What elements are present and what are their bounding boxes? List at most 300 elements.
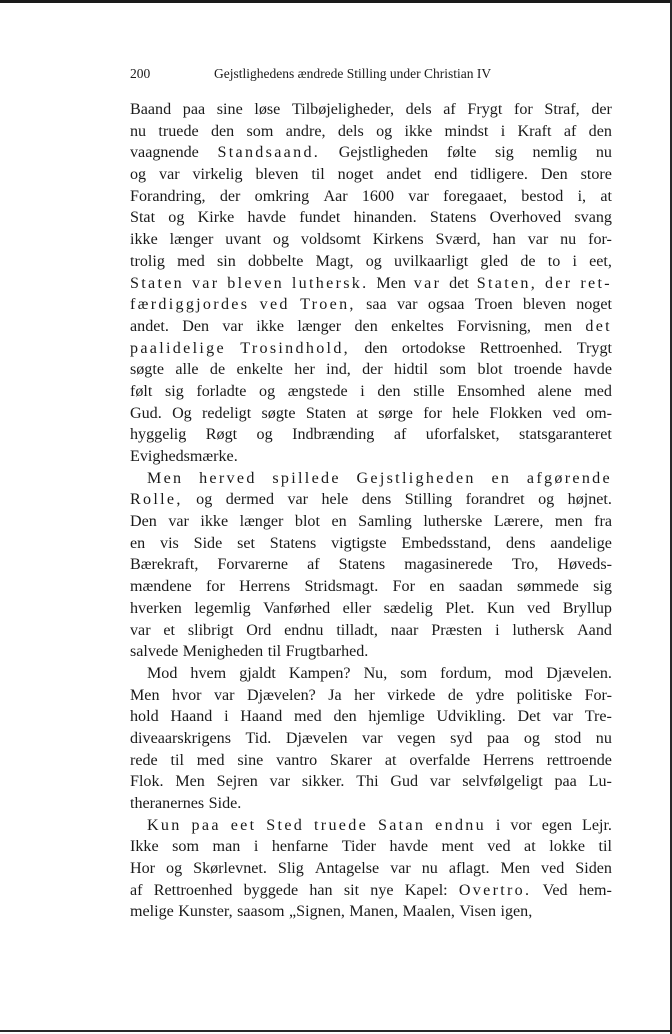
text-word: mindst bbox=[444, 122, 489, 140]
text-word: og bbox=[272, 231, 290, 249]
text-word: tidligere. bbox=[470, 166, 528, 184]
text-word: var bbox=[552, 708, 573, 726]
text-line bbox=[130, 403, 612, 425]
text-word: Sejren bbox=[216, 773, 258, 791]
text-word: Stat bbox=[130, 209, 156, 227]
text-word: Manen, bbox=[349, 903, 399, 921]
text-word: hinanden. bbox=[353, 209, 417, 227]
text-word: sin bbox=[216, 252, 236, 270]
text-word: længer bbox=[297, 317, 342, 335]
text-word: Men bbox=[175, 773, 205, 791]
text-word: naar bbox=[390, 621, 419, 639]
text-word: Tro, bbox=[511, 556, 539, 574]
text-word: Kun bbox=[147, 816, 182, 834]
text-word: Satan bbox=[377, 816, 426, 834]
text-word: sig bbox=[164, 382, 184, 400]
text-word: man bbox=[212, 838, 241, 856]
text-word: Tilbøjeligheder, bbox=[291, 101, 394, 118]
text-word: for bbox=[423, 404, 442, 422]
text-line bbox=[130, 511, 612, 533]
text-line bbox=[130, 316, 612, 338]
text-word: Frugtbarhed. bbox=[285, 643, 369, 661]
text-word: rettroende bbox=[546, 751, 612, 769]
text-word: ment bbox=[441, 838, 474, 856]
text-line bbox=[130, 273, 612, 295]
text-word: Haand bbox=[170, 708, 213, 726]
text-word: hem- bbox=[578, 881, 612, 899]
text-word: her bbox=[354, 686, 375, 704]
text-word: dobbelte bbox=[247, 252, 304, 270]
text-word: „Signen, bbox=[289, 903, 345, 921]
text-word: andre, bbox=[285, 122, 326, 140]
text-word: var bbox=[527, 231, 549, 249]
text-line bbox=[130, 793, 612, 815]
text-word: Trosindhold, bbox=[240, 339, 350, 357]
text-line bbox=[130, 576, 612, 598]
text-word: stille bbox=[413, 382, 445, 400]
text-word: til bbox=[311, 166, 325, 184]
text-word: var bbox=[429, 773, 451, 791]
text-line bbox=[130, 424, 612, 446]
text-word: at bbox=[356, 404, 368, 422]
text-word: den bbox=[354, 317, 378, 335]
text-word: nu bbox=[595, 144, 612, 162]
text-word: igen, bbox=[500, 903, 533, 921]
text-word: trolig bbox=[130, 252, 165, 270]
text-word: som bbox=[172, 838, 199, 856]
text-word: Røgt bbox=[205, 426, 238, 444]
text-word: nye bbox=[370, 881, 394, 899]
text-word: Gud. bbox=[130, 404, 162, 422]
text-word: slibrigt bbox=[187, 621, 234, 639]
text-line bbox=[130, 641, 612, 663]
text-word: andet bbox=[386, 166, 422, 184]
text-word: sig bbox=[593, 578, 612, 596]
text-line bbox=[130, 901, 612, 923]
text-word: med bbox=[177, 252, 205, 270]
text-word: Ja bbox=[328, 686, 342, 704]
text-word: sine bbox=[216, 101, 243, 118]
text-word: Baand bbox=[130, 101, 172, 118]
text-line bbox=[130, 836, 612, 858]
text-word: lutherske bbox=[423, 513, 483, 531]
page-bottom-edge bbox=[0, 1030, 672, 1032]
text-word: Troen, bbox=[300, 296, 356, 314]
text-word: Men bbox=[147, 469, 184, 487]
text-word: mændene bbox=[130, 578, 192, 596]
text-word: Forvarerne bbox=[217, 556, 289, 574]
text-word: tilladt, bbox=[336, 621, 378, 639]
text-word: sikker. bbox=[301, 773, 345, 791]
text-line bbox=[130, 359, 612, 381]
text-word: omkring bbox=[254, 187, 310, 205]
text-word: Gejstligheden bbox=[356, 469, 476, 487]
text-word: var bbox=[413, 274, 442, 292]
text-word: af bbox=[563, 122, 577, 140]
text-word: ikke bbox=[404, 122, 433, 140]
text-word: forladte bbox=[196, 382, 247, 400]
text-word: var bbox=[168, 513, 189, 531]
text-word: Høveds- bbox=[557, 556, 612, 574]
text-word: luthersk. bbox=[291, 274, 369, 292]
text-word: luthersk bbox=[512, 621, 565, 639]
text-word: der bbox=[591, 101, 612, 118]
text-word: saadan bbox=[458, 578, 503, 596]
text-word: i bbox=[253, 838, 259, 856]
text-word: saasom bbox=[237, 903, 285, 921]
text-word: Bryllup bbox=[562, 599, 612, 617]
text-word: sit bbox=[343, 881, 360, 899]
text-word: der bbox=[545, 274, 573, 292]
text-line bbox=[130, 706, 612, 728]
text-word: end bbox=[434, 166, 458, 184]
text-word: var bbox=[213, 686, 235, 704]
text-word: ind, bbox=[326, 361, 351, 379]
text-word: ydre bbox=[475, 686, 505, 704]
text-word: bleven bbox=[227, 274, 284, 292]
text-word: truede bbox=[314, 816, 369, 834]
text-word: var bbox=[390, 860, 411, 878]
text-word: theranernes bbox=[130, 795, 205, 812]
text-word: fundet bbox=[299, 209, 341, 227]
text-word: byggede bbox=[243, 881, 299, 899]
text-word: ængstede bbox=[287, 382, 348, 400]
text-word: bleven bbox=[255, 166, 299, 184]
text-word: Djævelen bbox=[285, 729, 348, 747]
text-word: i bbox=[495, 621, 500, 639]
text-word: hele bbox=[321, 491, 349, 509]
text-line bbox=[130, 99, 612, 121]
text-word: paa bbox=[182, 101, 206, 118]
text-word: hjemlige bbox=[368, 708, 425, 726]
text-word: Vanførhed bbox=[263, 599, 331, 617]
text-word: syd bbox=[450, 729, 473, 747]
text-word: dens bbox=[505, 534, 536, 552]
text-word: ikke bbox=[130, 231, 158, 249]
text-word: diveaarskrigens bbox=[130, 729, 231, 747]
text-word: uvant bbox=[225, 231, 262, 249]
text-word: det bbox=[585, 317, 612, 335]
text-word: den bbox=[364, 339, 388, 357]
text-word: at bbox=[384, 751, 397, 769]
text-line bbox=[130, 121, 612, 143]
text-word: der bbox=[362, 361, 383, 379]
text-word: ved bbox=[552, 404, 576, 422]
text-word: set bbox=[237, 534, 255, 552]
text-word: Visen bbox=[459, 903, 496, 921]
text-word: voldsomt bbox=[300, 231, 361, 249]
text-word: Straf, bbox=[544, 101, 580, 118]
text-word: Djævelen? bbox=[246, 686, 316, 704]
text-word: Thi bbox=[356, 773, 379, 791]
text-word: Overhoved bbox=[489, 209, 562, 227]
text-word: med bbox=[584, 382, 612, 400]
text-word: rede bbox=[130, 751, 158, 769]
text-word: dermed bbox=[225, 491, 274, 509]
text-word: Kampen? bbox=[288, 664, 351, 682]
text-word: Men bbox=[500, 860, 531, 878]
text-word: med bbox=[196, 751, 225, 769]
text-word: ikke bbox=[200, 513, 229, 531]
text-word: Stilling bbox=[404, 491, 453, 509]
text-word: var bbox=[287, 491, 309, 509]
text-word: Rettroenhed bbox=[153, 881, 233, 899]
text-word: nu bbox=[595, 729, 612, 747]
text-word: spillede bbox=[272, 469, 341, 487]
text-word: i bbox=[500, 122, 506, 140]
text-word: Tid. bbox=[245, 729, 272, 747]
text-line bbox=[130, 815, 612, 837]
text-word: Side. bbox=[208, 795, 242, 812]
text-word: Troen bbox=[474, 296, 513, 314]
text-word: en bbox=[331, 513, 347, 531]
text-word: søgte bbox=[130, 361, 164, 379]
text-word: længer bbox=[239, 513, 284, 531]
text-word: andet. bbox=[130, 317, 169, 335]
text-word: med bbox=[294, 708, 322, 726]
text-word: Staten bbox=[130, 274, 185, 292]
text-word: ved bbox=[527, 599, 551, 617]
text-word: ved bbox=[259, 296, 290, 314]
text-word: Herrens bbox=[482, 751, 534, 769]
text-word: sædelig bbox=[383, 599, 433, 617]
text-word: vantro bbox=[276, 751, 318, 769]
text-word: virkelig bbox=[192, 166, 243, 184]
text-word: Tre- bbox=[584, 708, 612, 726]
text-word: havde bbox=[573, 361, 612, 379]
text-word: en bbox=[429, 578, 445, 596]
text-word: lokke bbox=[549, 838, 585, 856]
text-word: den bbox=[588, 122, 612, 140]
text-word: nu bbox=[560, 231, 577, 249]
text-word: noget bbox=[576, 296, 612, 314]
text-word: Siden bbox=[575, 860, 612, 878]
text-word: og bbox=[538, 491, 555, 509]
text-word: til bbox=[598, 838, 612, 856]
text-word: sine bbox=[237, 751, 264, 769]
text-word: i bbox=[572, 252, 577, 270]
text-word: hverken bbox=[130, 599, 182, 617]
text-word: melige bbox=[130, 903, 174, 921]
text-word: Embedsstand, bbox=[401, 534, 492, 552]
text-word: Staten bbox=[305, 404, 347, 422]
text-line bbox=[130, 142, 612, 164]
text-word: han bbox=[492, 231, 516, 249]
text-word: og bbox=[166, 860, 183, 878]
text-word: i, bbox=[577, 187, 587, 205]
text-line bbox=[130, 663, 612, 685]
text-word: Kunster, bbox=[178, 903, 233, 921]
text-word: hyggelig bbox=[130, 426, 187, 444]
text-word: Præsten bbox=[431, 621, 483, 639]
page-top-edge bbox=[0, 0, 672, 3]
text-word: var bbox=[130, 621, 151, 639]
text-word: endnu bbox=[435, 816, 486, 834]
text-line bbox=[130, 251, 612, 273]
text-word: og bbox=[168, 209, 185, 227]
text-word: foregaaet, bbox=[443, 187, 508, 205]
text-word: Lejr. bbox=[582, 816, 612, 834]
text-word: enkelte bbox=[236, 361, 283, 379]
text-word: af bbox=[393, 426, 407, 444]
text-word: afgørende bbox=[526, 469, 612, 487]
text-word: statsgaranteret bbox=[518, 426, 612, 444]
text-word: Ikke bbox=[130, 838, 159, 856]
text-word: af bbox=[443, 101, 456, 118]
text-line bbox=[130, 598, 612, 620]
text-word: Standsaand. bbox=[217, 144, 321, 162]
running-title: Gejstlighedens ændrede Stilling under Christian IV bbox=[214, 66, 492, 81]
text-word: troende bbox=[513, 361, 563, 379]
text-word: Herrens bbox=[239, 578, 291, 596]
text-word: Kraft bbox=[517, 122, 552, 140]
text-word: Hor bbox=[130, 860, 156, 878]
text-word: i bbox=[360, 382, 365, 400]
text-word: Magt, bbox=[315, 252, 354, 270]
text-word: Lærere, bbox=[493, 513, 544, 531]
text-word: store bbox=[580, 166, 612, 184]
text-word: Statens bbox=[269, 534, 317, 552]
text-word: Sværd, bbox=[435, 231, 481, 249]
text-word: ogsaa bbox=[427, 296, 465, 314]
text-word: magasinerede bbox=[404, 556, 493, 574]
text-word: at bbox=[524, 838, 536, 856]
text-word: dels bbox=[337, 122, 364, 140]
text-word: og bbox=[523, 729, 540, 747]
text-word: Bærekraft, bbox=[130, 556, 199, 574]
text-word: eller bbox=[342, 599, 372, 617]
text-word: var bbox=[159, 166, 180, 184]
text-word: virkede bbox=[387, 686, 436, 704]
text-word: var bbox=[269, 773, 291, 791]
text-word: henfarne bbox=[271, 838, 329, 856]
text-word: gjaldt bbox=[239, 664, 276, 682]
text-word: Kun bbox=[486, 599, 515, 617]
text-word: ved bbox=[487, 838, 511, 856]
text-word: Flokken bbox=[489, 404, 543, 422]
text-word: Det bbox=[517, 708, 541, 726]
text-word: Den bbox=[540, 166, 568, 184]
text-word: Menigheden bbox=[182, 643, 264, 661]
text-word: i bbox=[224, 708, 229, 726]
text-word: til bbox=[170, 751, 184, 769]
text-word: Kirke bbox=[197, 209, 235, 227]
text-word: truede bbox=[158, 122, 199, 140]
text-word: blot bbox=[477, 361, 503, 379]
text-word: ortodokse bbox=[401, 339, 466, 357]
text-word: længer bbox=[169, 231, 214, 249]
text-word: Og bbox=[172, 404, 192, 422]
text-word: Trygt bbox=[576, 339, 612, 357]
text-word: uforfalsket, bbox=[425, 426, 500, 444]
text-line bbox=[130, 858, 612, 880]
text-word: Mod bbox=[147, 664, 178, 682]
text-line bbox=[130, 229, 612, 251]
text-word: vegen bbox=[397, 729, 436, 747]
text-word: var bbox=[362, 729, 383, 747]
text-word: fra bbox=[594, 513, 612, 531]
text-word: Forandring, bbox=[130, 187, 206, 205]
text-word: Aand bbox=[577, 621, 612, 639]
text-line bbox=[130, 554, 612, 576]
text-word: at bbox=[600, 187, 612, 205]
text-word: ret- bbox=[580, 274, 612, 292]
text-word: Side bbox=[193, 534, 223, 552]
text-word: saa bbox=[366, 296, 387, 314]
text-word: fordum, bbox=[440, 664, 492, 682]
text-word: de bbox=[520, 252, 536, 270]
text-word: selvfølgeligt bbox=[462, 773, 543, 791]
text-word: ved bbox=[541, 860, 565, 878]
text-word: blot bbox=[294, 513, 320, 531]
text-word: for bbox=[206, 578, 225, 596]
text-word: alene bbox=[537, 382, 572, 400]
text-word: aandelige bbox=[550, 534, 612, 552]
text-word: alle bbox=[175, 361, 199, 379]
text-word: højnet. bbox=[567, 491, 612, 509]
running-header bbox=[130, 64, 612, 84]
text-word: Indbrænding bbox=[292, 426, 375, 444]
text-word: Statens bbox=[338, 556, 386, 574]
text-word: følte bbox=[446, 144, 477, 162]
text-word: et bbox=[163, 621, 176, 639]
text-word: vor bbox=[510, 816, 532, 834]
text-word: vaagnende bbox=[130, 144, 199, 162]
text-word: gled bbox=[480, 252, 509, 270]
text-line bbox=[130, 468, 612, 490]
text-word: to bbox=[547, 252, 561, 270]
text-word: Slig bbox=[277, 860, 304, 878]
text-word: som bbox=[439, 361, 467, 379]
text-line bbox=[130, 880, 612, 902]
text-word: var bbox=[191, 274, 220, 292]
text-word: aflagt. bbox=[448, 860, 490, 878]
text-word: var bbox=[408, 187, 429, 205]
text-line bbox=[130, 164, 612, 186]
text-word: For bbox=[392, 578, 415, 596]
text-word: ikke bbox=[256, 317, 284, 335]
text-word: eet bbox=[230, 816, 257, 834]
text-word: og bbox=[130, 166, 147, 184]
text-word: som bbox=[246, 122, 274, 140]
text-word: Rettroenhed. bbox=[479, 339, 563, 357]
text-line bbox=[130, 186, 612, 208]
text-word: var bbox=[396, 296, 418, 314]
text-word: paa bbox=[486, 729, 510, 747]
text-word: Samling bbox=[358, 513, 412, 531]
text-word: Den bbox=[130, 513, 157, 531]
text-word: nu bbox=[130, 122, 147, 140]
text-line bbox=[130, 207, 612, 229]
text-word: de bbox=[447, 686, 464, 704]
text-word: herved bbox=[199, 469, 257, 487]
text-word: af bbox=[307, 556, 320, 574]
text-line bbox=[130, 728, 612, 750]
text-word: de bbox=[209, 361, 226, 379]
text-word: Gud bbox=[390, 773, 419, 791]
text-word: færdiggjordes bbox=[130, 296, 250, 314]
text-word: Antagelse bbox=[314, 860, 380, 878]
text-word: Men bbox=[130, 686, 160, 704]
text-word: havde bbox=[389, 838, 428, 856]
text-word: mod bbox=[504, 664, 534, 682]
text-word: Overtro. bbox=[458, 881, 532, 899]
text-word: Udvikling. bbox=[436, 708, 506, 726]
text-word: Nu, bbox=[363, 664, 388, 682]
text-line bbox=[130, 771, 612, 793]
body-text bbox=[130, 99, 612, 923]
text-word: noget bbox=[337, 166, 374, 184]
